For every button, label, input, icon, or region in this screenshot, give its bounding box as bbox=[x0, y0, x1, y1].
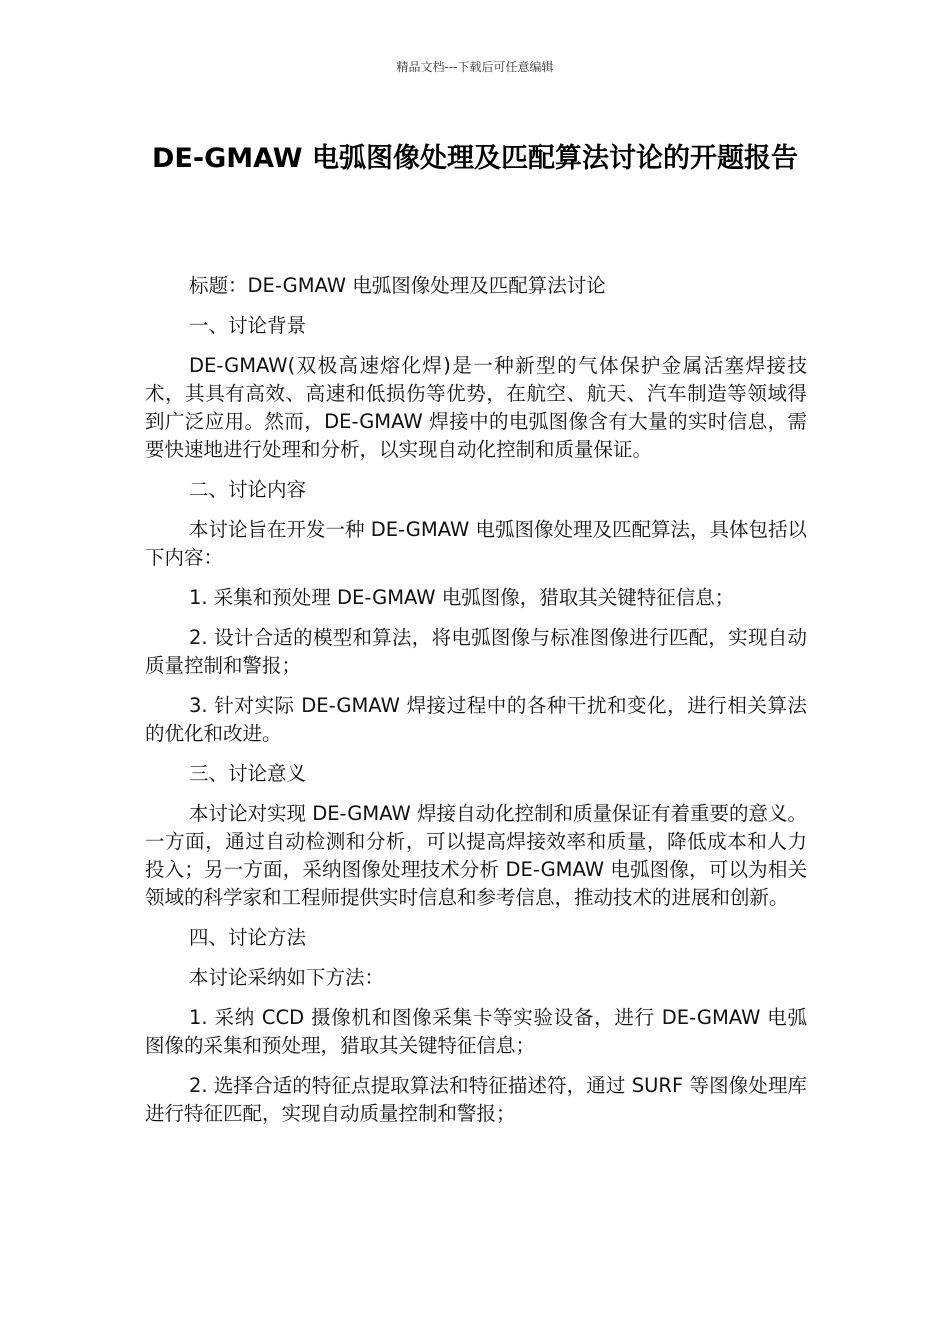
content-item-2: 2. 设计合适的模型和算法，将电弧图像与标准图像进行匹配，实现自动质量控制和警报； bbox=[145, 626, 807, 677]
section-heading-method: 四、讨论方法 bbox=[189, 926, 307, 949]
content-item-1: 1. 采集和预处理 DE-GMAW 电弧图像，猎取其关键特征信息； bbox=[189, 586, 735, 609]
section-heading-significance: 三、讨论意义 bbox=[189, 762, 307, 785]
paragraph-content-intro: 本讨论旨在开发一种 DE-GMAW 电弧图像处理及匹配算法，具体包括以下内容： bbox=[145, 518, 807, 569]
content-item-3: 3. 针对实际 DE-GMAW 焊接过程中的各种干扰和变化，进行相关算法的优化和改进。 bbox=[145, 694, 807, 745]
paragraph-significance: 本讨论对实现 DE-GMAW 焊接自动化控制和质量保证有着重要的意义。一方面，通过自动检测和分析，可以提高焊接效率和质量，降低成本和人力投入；另一方面，采纳图像处理技术分析 DE-GMAW 电弧图像，可以为相关领域的科学家和工程师提供实时信息和参考信息，推动技术的进展和创新。 bbox=[145, 802, 807, 909]
document-title: DE-GMAW 电弧图像处理及匹配算法讨论的开题报告 bbox=[152, 143, 798, 174]
subject-line: 标题：DE-GMAW 电弧图像处理及匹配算法讨论 bbox=[189, 274, 606, 297]
section-heading-background: 一、讨论背景 bbox=[189, 314, 307, 337]
document-body bbox=[145, 272, 807, 1140]
method-item-2: 2. 选择合适的特征点提取算法和特征描述符，通过 SURF 等图像处理库进行特征匹配，实现自动质量控制和警报； bbox=[145, 1074, 807, 1125]
section-heading-content: 二、讨论内容 bbox=[189, 478, 307, 501]
header-note: 精品文档---下载后可任意编辑 bbox=[396, 60, 554, 74]
paragraph-method-intro: 本讨论采纳如下方法： bbox=[189, 966, 385, 989]
paragraph-background: DE-GMAW(双极高速熔化焊)是一种新型的气体保护金属活塞焊接技术，其具有高效、高速和低损伤等优势，在航空、航天、汽车制造等领域得到广泛应用。然而，DE-GMAW 焊接中的电弧图像含有大量的实时信息，需要快速地进行处理和分析，以实现自动化控制和质量保证。 bbox=[145, 354, 807, 461]
method-item-1: 1. 采纳 CCD 摄像机和图像采集卡等实验设备，进行 DE-GMAW 电弧图像的采集和预处理，猎取其关键特征信息； bbox=[145, 1006, 807, 1057]
